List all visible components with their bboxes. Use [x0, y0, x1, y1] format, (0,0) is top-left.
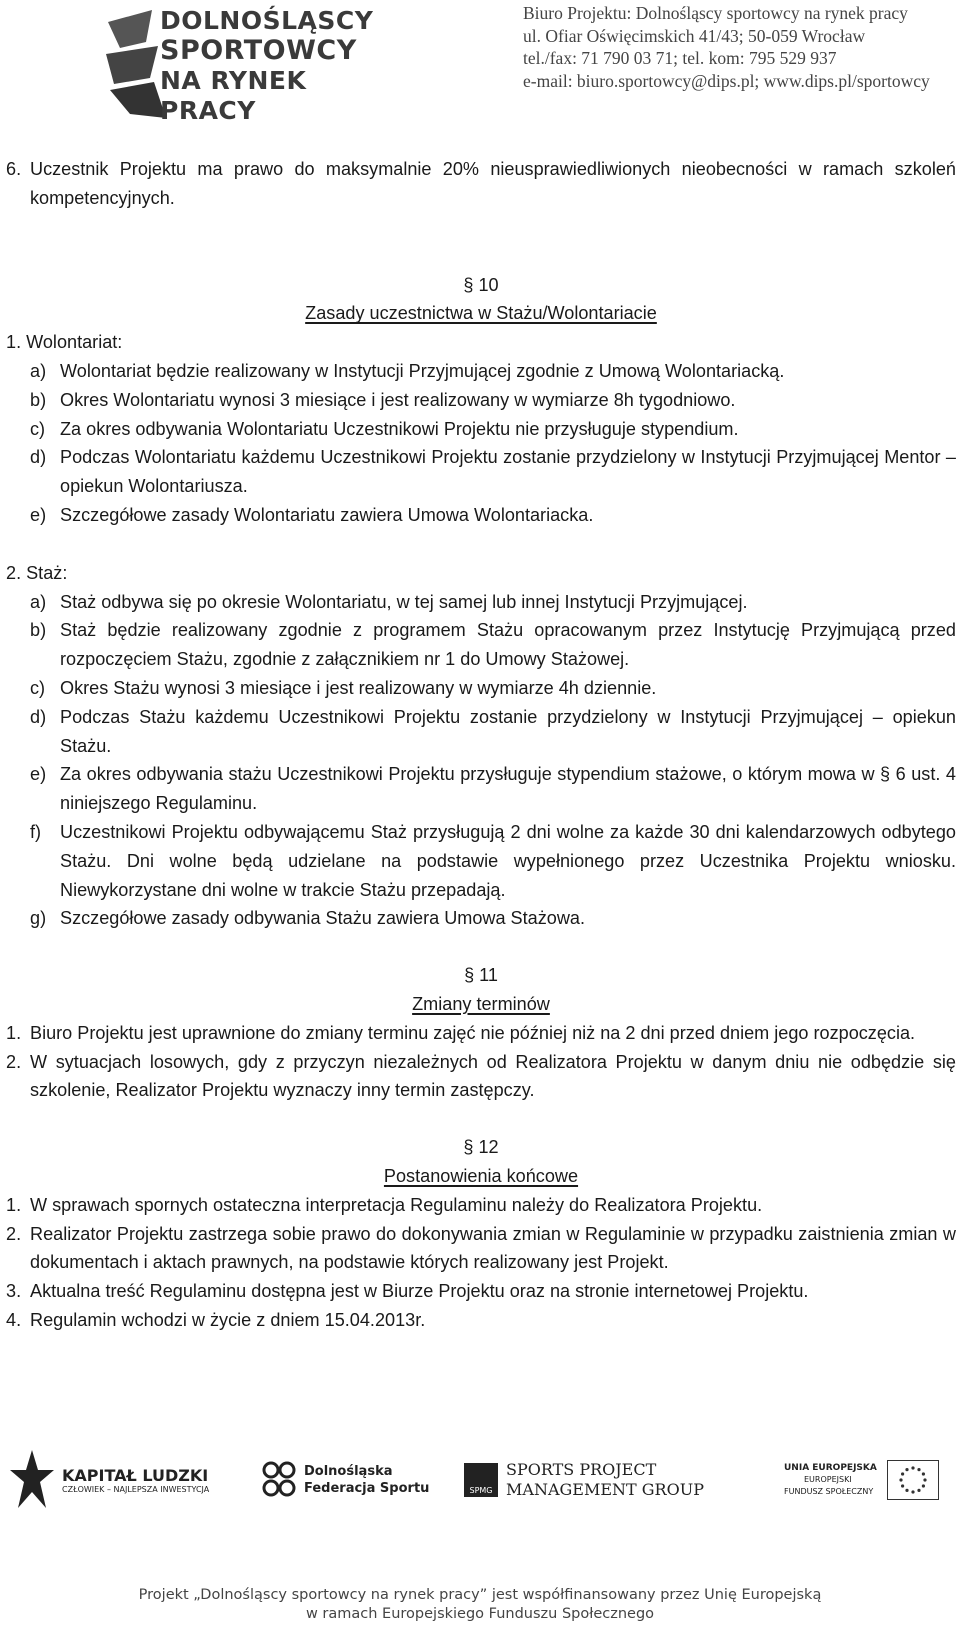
sub-item: a) Staż odbywa się po okresie Wolontariatu, w tej samej lub innej Instytucji Przyjmującej. — [30, 591, 748, 612]
office-contact — [523, 2, 955, 92]
sub-item: c) Za okres odbywania Wolontariatu Uczestnikowi Projektu nie przysługuje stypendium. — [30, 418, 739, 439]
section-title: Zmiany terminów — [412, 993, 550, 1014]
sub-item: d) Podczas Wolontariatu każdemu Uczestnikowi Projektu zostanie przydzielony w Instytucji Przyjmującej Mentor – opiekun Wolontariusza. — [30, 447, 956, 497]
section-10-heading — [6, 271, 956, 329]
sub-item: e) Za okres odbywania stażu Uczestnikowi Projektu przysługuje stypendium stażowe, o którym mowa w § 6 ust. 4 niniejszego Regulaminu. — [30, 764, 956, 814]
contact-line: Biuro Projektu: Dolnośląscy sportowcy na rynek pracy — [523, 3, 908, 23]
section-mark: § 11 — [464, 965, 498, 986]
numbered-item: 4. Regulamin wchodzi w życie z dniem 15.04.2013r. — [6, 1309, 426, 1330]
numbered-item: 3. Aktualna treść Regulaminu dostępna jest w Biurze Projektu oraz na stronie internetowej Projektu. — [6, 1281, 809, 1302]
spmg-logo: SPMG SPORTS PROJECT MANAGEMENT GROUP — [464, 1440, 704, 1520]
kapital-ludzki-logo: KAPITAŁ LUDZKI CZŁOWIEK – NAJLEPSZA INWESTYCJA — [10, 1440, 209, 1520]
volunteering-label: 1. Wolontariat: — [6, 332, 123, 353]
note-line: w ramach Europejskiego Funduszu Społecznego — [305, 1606, 655, 1622]
sub-item: d) Podczas Stażu każdemu Uczestnikowi Projektu zostanie przydzielony w Instytucji Przyjmującej – opiekun Stażu. — [30, 706, 956, 756]
rings-icon — [262, 1460, 296, 1500]
sub-item: a) Wolontariat będzie realizowany w Instytucji Przyjmującej zgodnie z Umową Wolontariacką. — [30, 360, 785, 381]
star-figure-icon — [10, 1448, 54, 1512]
dfs-logo: Dolnośląska Federacja Sportu — [262, 1440, 429, 1520]
note-line: Projekt „Dolnośląscy sportowcy na rynek pracy” jest współfinansowany przez Unię Europejską — [138, 1587, 822, 1603]
spmg-badge: SPMG — [464, 1463, 498, 1497]
sub-item: b) Staż będzie realizowany zgodnie z programem Stażu opracowanym przez Instytucję Przyjmującą przed rozpoczęciem Stażu, zgodnie z załącznikiem nr 1 do Umowy Stażowej. — [30, 620, 956, 670]
numbered-item: 6. Uczestnik Projektu ma prawo do maksymalnie 20% nieusprawiedliwionych nieobecności w ramach szkoleń kompetencyjnych. — [6, 159, 956, 208]
contact-line: e-mail: biuro.sportowcy@dips.pl; www.dips.pl/sportowcy — [523, 70, 930, 91]
section-mark: § 10 — [463, 274, 499, 295]
section-mark: § 12 — [463, 1137, 499, 1158]
logo-line: SPORTOWCY — [160, 35, 357, 66]
numbered-item: 1. W sprawach spornych ostateczna interpretacja Regulaminu należy do Realizatora Projektu. — [6, 1194, 763, 1215]
eu-logo: UNIA EUROPEJSKA EUROPEJSKI FUNDUSZ SPOŁECZNY — [784, 1440, 939, 1520]
numbered-item: 2. W sytuacjach losowych, gdy z przyczyn niezależnych od Realizatora Projektu w danym dniu nie odbędzie się szkolenie, Realizator Projektu wyznaczy inny termin zastępczy. — [6, 1051, 956, 1101]
section-title: Postanowienia końcowe — [383, 1165, 579, 1186]
eu-flag-icon — [887, 1460, 939, 1500]
section-title: Zasady uczestnictwa w Stażu/Wolontariacie — [305, 303, 657, 324]
regulation-content — [6, 155, 956, 1335]
logo-line: DOLNOŚLĄSCY — [160, 6, 374, 35]
page-header — [0, 0, 960, 125]
cofinancing-note — [0, 1586, 960, 1624]
section-12-heading — [6, 1133, 956, 1191]
sub-item: e) Szczegółowe zasady Wolontariatu zawiera Umowa Wolontariacka. — [30, 504, 594, 525]
numbered-item: 1. Biuro Projektu jest uprawnione do zmiany terminu zajęć nie później niż na 2 dni przed dniem jego rozpoczęcia. — [6, 1022, 916, 1043]
internship-label: 2. Staż: — [6, 562, 68, 583]
sub-item: b) Okres Wolontariatu wynosi 3 miesiące i jest realizowany w wymiarze 8h tygodniowo. — [30, 389, 736, 410]
logo-line: NA RYNEK PRACY — [160, 66, 307, 125]
contact-line: tel./fax: 71 790 03 71; tel. kom: 795 529 937 — [523, 48, 837, 68]
sub-item: f) Uczestnikowi Projektu odbywającemu Staż przysługują 2 dni wolne za każde 30 dni kalendarzowych odbytego Stażu. Dni wolne będą udzielane na podstawie wypełnionego przez Uczestnika Projektu wniosku. Niewykorzystane dni wolne w trakcie Stażu przepadają. — [30, 821, 956, 900]
numbered-item: 2. Realizator Projektu zastrzega sobie prawo do dokonywania zmian w Regulaminie w przypadku zaistnienia zmian w dokumentach i aktach prawnych, na podstawie których realizowany jest Projekt. — [6, 1223, 956, 1273]
sponsor-logos — [0, 1440, 960, 1520]
section-11-heading — [6, 961, 956, 1019]
sub-item: c) Okres Stażu wynosi 3 miesiące i jest realizowany w wymiarze 4h dziennie. — [30, 677, 657, 698]
contact-line: ul. Ofiar Oświęcimskich 41/43; 50-059 Wrocław — [523, 25, 866, 46]
sub-item: g) Szczegółowe zasady odbywania Stażu zawiera Umowa Stażowa. — [30, 908, 585, 929]
project-logo — [100, 2, 374, 125]
